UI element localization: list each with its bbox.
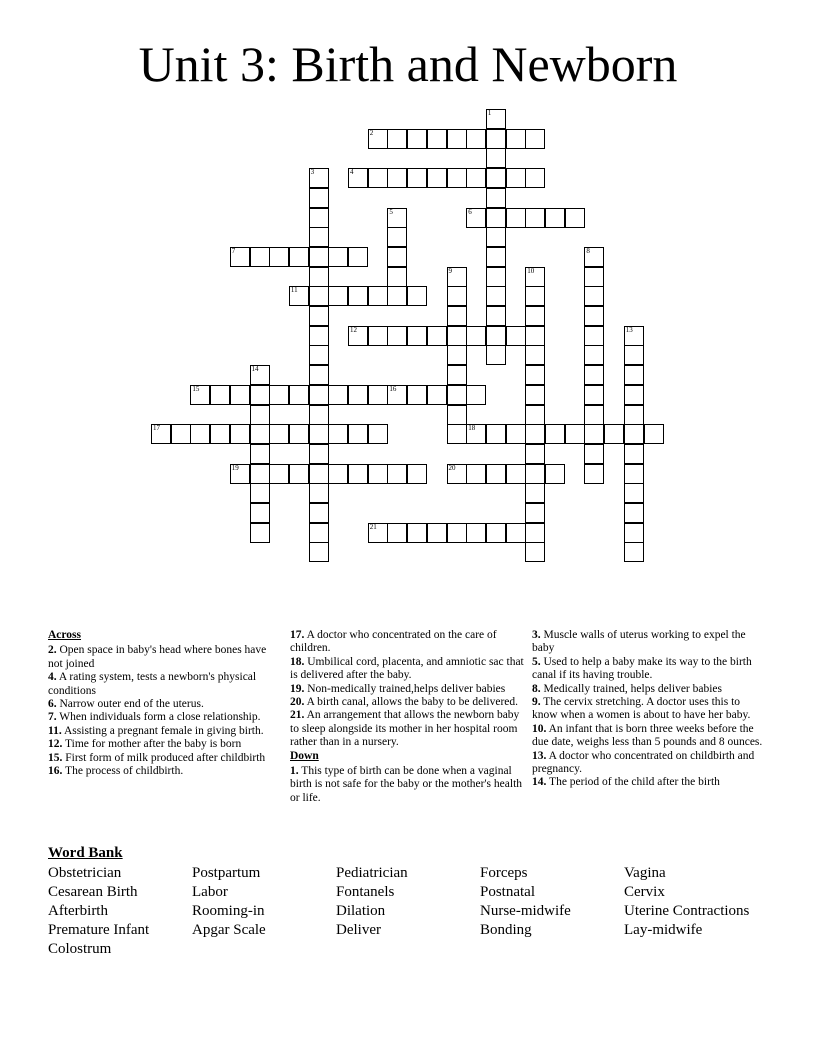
grid-cell[interactable] [525, 483, 545, 503]
clue-number: 11 [290, 286, 298, 295]
grid-cell[interactable] [506, 464, 526, 484]
grid-cell[interactable] [328, 286, 348, 306]
grid-cell[interactable] [584, 424, 604, 444]
grid-cell[interactable] [368, 424, 388, 444]
across-clue: 20. A birth canal, allows the baby to be delivered. [290, 696, 519, 709]
clue-number: 5 [389, 207, 393, 216]
grid-cell[interactable] [525, 306, 545, 326]
grid-cell[interactable] [486, 523, 506, 543]
grid-cell[interactable] [230, 464, 250, 484]
grid-cell[interactable] [387, 208, 407, 228]
word-bank-word: Cervix [624, 884, 665, 900]
grid-cell[interactable] [190, 385, 210, 405]
grid-cell[interactable] [348, 326, 368, 346]
clues-column-2 [290, 629, 526, 805]
grid-cell[interactable] [250, 483, 270, 503]
grid-cell[interactable] [584, 247, 604, 267]
grid-cell[interactable] [230, 247, 250, 267]
grid-cell[interactable] [309, 542, 329, 562]
across-clue: 15. First form of milk produced after childbirth [48, 751, 266, 764]
grid-cell[interactable] [624, 385, 644, 405]
grid-cell[interactable] [309, 424, 329, 444]
grid-cell[interactable] [584, 464, 604, 484]
word-bank-word: Forceps [480, 865, 528, 881]
grid-cell[interactable] [466, 129, 486, 149]
clues-column-3 [532, 629, 768, 790]
clue-number: 17 [153, 424, 160, 433]
grid-cell[interactable] [624, 483, 644, 503]
grid-cell[interactable] [309, 267, 329, 287]
grid-cell[interactable] [250, 385, 270, 405]
grid-cell[interactable] [486, 148, 506, 168]
across-clue: 11. Assisting a pregnant female in giving birth. [48, 724, 264, 737]
clue-number: 19 [231, 463, 239, 472]
grid-cell[interactable] [486, 464, 506, 484]
clue-number: 20 [448, 463, 456, 472]
grid-cell[interactable] [525, 444, 545, 464]
down-clue: 10. An infant that is born three weeks before the due date, weighs less than 5 pounds and 8 ounces. [532, 722, 763, 749]
grid-cell[interactable] [525, 286, 545, 306]
grid-cell[interactable] [525, 129, 545, 149]
clue-number: 1 [487, 109, 492, 117]
grid-cell[interactable] [348, 424, 368, 444]
grid-cell[interactable] [387, 129, 407, 149]
grid-cell[interactable] [328, 424, 348, 444]
grid-cell[interactable] [506, 523, 526, 543]
grid-cell[interactable] [447, 464, 467, 484]
grid-cell[interactable] [466, 385, 486, 405]
grid-cell[interactable] [486, 168, 506, 188]
grid-cell[interactable] [525, 267, 545, 287]
down-clue: 14. The period of the child after the birth [532, 776, 720, 789]
grid-cell[interactable] [584, 365, 604, 385]
grid-cell[interactable] [447, 523, 467, 543]
word-bank-title: Word Bank [48, 845, 123, 861]
grid-cell[interactable] [309, 286, 329, 306]
grid-cell[interactable] [309, 523, 329, 543]
grid-cell[interactable] [584, 444, 604, 464]
clue-number: 6 [468, 207, 472, 216]
across-clue: 4. A rating system, tests a newborn's physical conditions [48, 671, 257, 697]
grid-cell[interactable] [387, 286, 407, 306]
grid-cell[interactable] [250, 503, 270, 523]
grid-cell[interactable] [250, 523, 270, 543]
grid-cell[interactable] [624, 464, 644, 484]
grid-cell[interactable] [368, 326, 388, 346]
grid-cell[interactable] [348, 464, 368, 484]
across-clue: 19. Non-medically trained,helps deliver babies [290, 682, 506, 695]
grid-cell[interactable] [427, 385, 447, 405]
across-clue: 21. An arrangement that allows the newborn baby to sleep alongside its mother in her hospital room rather than in a nursery. [290, 709, 520, 749]
down-clue: 5. Used to help a baby make its way to the birth canal if its having trouble. [532, 655, 752, 682]
grid-cell[interactable] [387, 326, 407, 346]
grid-cell[interactable] [466, 326, 486, 346]
grid-cell[interactable] [289, 424, 309, 444]
grid-cell[interactable] [604, 424, 624, 444]
grid-cell[interactable] [466, 208, 486, 228]
grid-cell[interactable] [230, 385, 250, 405]
word-bank-word: Apgar Scale [192, 922, 266, 938]
grid-cell[interactable] [644, 424, 664, 444]
grid-cell[interactable] [466, 168, 486, 188]
grid-cell[interactable] [525, 503, 545, 523]
grid-cell[interactable] [447, 168, 467, 188]
grid-cell[interactable] [289, 464, 309, 484]
clue-number: 2 [369, 128, 374, 137]
grid-cell[interactable] [486, 345, 506, 365]
grid-cell[interactable] [309, 444, 329, 464]
grid-cell[interactable] [250, 424, 270, 444]
word-bank-word: Postpartum [192, 865, 261, 881]
down-clue: 9. The cervix stretching. A doctor uses this to know when a women is about to have her baby. [532, 696, 751, 722]
grid-cell[interactable] [447, 385, 467, 405]
grid-cell[interactable] [584, 385, 604, 405]
grid-cell[interactable] [525, 464, 545, 484]
across-header: Across [48, 629, 82, 641]
grid-cell[interactable] [525, 345, 545, 365]
grid-cell[interactable] [171, 424, 191, 444]
across-clue: 17. A doctor who concentrated on the care of children. [290, 629, 497, 655]
grid-cell[interactable] [309, 483, 329, 503]
clue-number: 15 [192, 384, 200, 393]
grid-cell[interactable] [545, 464, 565, 484]
grid-cell[interactable] [328, 247, 348, 267]
grid-cell[interactable] [525, 542, 545, 562]
grid-cell[interactable] [525, 385, 545, 405]
grid-cell[interactable] [407, 129, 427, 149]
grid-cell[interactable] [309, 405, 329, 425]
grid-cell[interactable] [210, 424, 230, 444]
grid-cell[interactable] [447, 306, 467, 326]
grid-cell[interactable] [466, 424, 486, 444]
grid-cell[interactable] [486, 267, 506, 287]
grid-cell[interactable] [328, 385, 348, 405]
grid-cell[interactable] [309, 345, 329, 365]
word-bank-word: Nurse-midwife [480, 903, 571, 919]
grid-cell[interactable] [289, 385, 309, 405]
grid-cell[interactable] [447, 326, 467, 346]
across-clue: 12. Time for mother after the baby is born [48, 738, 242, 751]
down-clue: 1. This type of birth can be done when a vaginal birth is not safe for the baby or the mother's health or life. [290, 765, 523, 804]
grid-cell[interactable] [486, 306, 506, 326]
down-header: Down [290, 749, 319, 762]
grid-cell[interactable] [525, 326, 545, 346]
grid-cell[interactable] [309, 503, 329, 523]
word-bank-column [48, 864, 149, 959]
down-clue: 13. A doctor who concentrated on childbirth and pregnancy. [532, 749, 755, 776]
word-bank-word: Premature Infant [48, 922, 150, 938]
grid-cell[interactable] [407, 168, 427, 188]
grid-cell[interactable] [368, 385, 388, 405]
grid-cell[interactable] [486, 227, 506, 247]
grid-cell[interactable] [486, 424, 506, 444]
grid-cell[interactable] [565, 424, 585, 444]
grid-cell[interactable] [309, 247, 329, 267]
grid-cell[interactable] [525, 365, 545, 385]
grid-cell[interactable] [447, 345, 467, 365]
grid-cell[interactable] [309, 464, 329, 484]
grid-cell[interactable] [348, 168, 368, 188]
grid-cell[interactable] [624, 542, 644, 562]
word-bank-word: Deliver [336, 922, 381, 938]
clue-number: 12 [350, 325, 357, 334]
down-clue: 8. Medically trained, helps deliver babies [532, 682, 723, 695]
word-bank-word: Fontanels [336, 884, 395, 900]
clues-column-1 [48, 629, 280, 778]
grid-cell[interactable] [486, 208, 506, 228]
grid-cell[interactable] [387, 227, 407, 247]
grid-cell[interactable] [624, 365, 644, 385]
grid-cell[interactable] [387, 168, 407, 188]
grid-cell[interactable] [151, 424, 171, 444]
grid-cell[interactable] [190, 424, 210, 444]
clue-number: 9 [448, 266, 452, 275]
grid-cell[interactable] [427, 326, 447, 346]
grid-cell[interactable] [447, 267, 467, 287]
grid-cell[interactable] [545, 424, 565, 444]
grid-cell[interactable] [309, 227, 329, 247]
grid-cell[interactable] [584, 267, 604, 287]
word-bank-word: Vagina [624, 865, 666, 881]
clue-number: 21 [369, 522, 377, 531]
grid-cell[interactable] [289, 247, 309, 267]
word-bank-word: Rooming-in [192, 903, 265, 919]
grid-cell[interactable] [624, 424, 644, 444]
grid-cell[interactable] [309, 208, 329, 228]
grid-cell[interactable] [525, 208, 545, 228]
word-bank-word: Postnatal [480, 884, 535, 900]
grid-cell[interactable] [486, 188, 506, 208]
grid-cell[interactable] [250, 365, 270, 385]
grid-cell[interactable] [466, 464, 486, 484]
word-bank-word: Cesarean Birth [48, 884, 138, 900]
grid-cell[interactable] [486, 129, 506, 149]
grid-cell[interactable] [309, 365, 329, 385]
grid-cell[interactable] [584, 286, 604, 306]
grid-cell[interactable] [427, 168, 447, 188]
grid-cell[interactable] [368, 523, 388, 543]
grid-cell[interactable] [427, 129, 447, 149]
grid-cell[interactable] [210, 385, 230, 405]
grid-cell[interactable] [525, 424, 545, 444]
grid-cell[interactable] [427, 523, 447, 543]
clue-number: 8 [586, 246, 590, 255]
grid-cell[interactable] [486, 247, 506, 267]
grid-cell[interactable] [447, 405, 467, 425]
word-bank-word: Afterbirth [48, 903, 108, 919]
word-bank-column [336, 864, 408, 940]
grid-cell[interactable] [407, 385, 427, 405]
grid-cell[interactable] [328, 464, 348, 484]
grid-cell[interactable] [348, 247, 368, 267]
clue-number: 7 [231, 246, 236, 255]
grid-cell[interactable] [584, 405, 604, 425]
grid-cell[interactable] [407, 523, 427, 543]
grid-cell[interactable] [447, 365, 467, 385]
across-clue: 6. Narrow outer end of the uterus. [48, 698, 204, 711]
across-clue: 2. Open space in baby's head where bones have not joined [48, 644, 267, 670]
grid-cell[interactable] [368, 464, 388, 484]
grid-cell[interactable] [486, 109, 506, 129]
grid-cell[interactable] [584, 345, 604, 365]
grid-cell[interactable] [584, 326, 604, 346]
grid-cell[interactable] [624, 523, 644, 543]
word-bank-column [192, 864, 266, 940]
clue-number: 14 [251, 365, 259, 374]
word-bank-word: Obstetrician [48, 865, 122, 881]
grid-cell[interactable] [309, 326, 329, 346]
grid-cell[interactable] [348, 385, 368, 405]
grid-cell[interactable] [624, 345, 644, 365]
grid-cell[interactable] [525, 523, 545, 543]
grid-cell[interactable] [309, 306, 329, 326]
grid-cell[interactable] [250, 464, 270, 484]
grid-cell[interactable] [348, 286, 368, 306]
grid-cell[interactable] [250, 444, 270, 464]
grid-cell[interactable] [387, 247, 407, 267]
clue-number: 16 [389, 384, 397, 393]
grid-cell[interactable] [269, 424, 289, 444]
across-clue: 7. When individuals form a close relationship. [48, 711, 261, 724]
grid-cell[interactable] [368, 129, 388, 149]
grid-cell[interactable] [309, 188, 329, 208]
grid-cell[interactable] [545, 208, 565, 228]
grid-cell[interactable] [387, 523, 407, 543]
word-bank-word: Bonding [480, 922, 532, 938]
clue-number: 10 [527, 266, 535, 275]
grid-cell[interactable] [269, 385, 289, 405]
word-bank-word: Labor [192, 884, 228, 900]
word-bank-column [480, 864, 571, 940]
grid-cell[interactable] [269, 464, 289, 484]
grid-cell[interactable] [368, 168, 388, 188]
grid-cell[interactable] [289, 286, 309, 306]
grid-cell[interactable] [407, 464, 427, 484]
grid-cell[interactable] [565, 208, 585, 228]
grid-cell[interactable] [466, 523, 486, 543]
grid-cell[interactable] [447, 129, 467, 149]
clue-number: 13 [625, 325, 633, 334]
grid-cell[interactable] [407, 286, 427, 306]
word-bank-word: Uterine Contractions [624, 903, 750, 919]
grid-cell[interactable] [624, 326, 644, 346]
grid-cell[interactable] [309, 168, 329, 188]
word-bank-column [624, 864, 749, 940]
grid-cell[interactable] [447, 424, 467, 444]
word-bank-word: Colostrum [48, 941, 112, 957]
grid-cell[interactable] [506, 168, 526, 188]
grid-cell[interactable] [250, 405, 270, 425]
grid-cell[interactable] [447, 286, 467, 306]
grid-cell[interactable] [506, 208, 526, 228]
puzzle-title: Unit 3: Birth and Newborn [138, 36, 678, 92]
grid-cell[interactable] [486, 326, 506, 346]
grid-cell[interactable] [506, 424, 526, 444]
across-clue: 16. The process of childbirth. [48, 765, 184, 778]
grid-cell[interactable] [250, 247, 270, 267]
grid-cell[interactable] [387, 267, 407, 287]
word-bank-word: Pediatrician [336, 865, 408, 881]
grid-cell[interactable] [584, 306, 604, 326]
across-clue: 18. Umbilical cord, placenta, and amniotic sac that is delivered after the baby. [290, 655, 524, 682]
grid-cell[interactable] [525, 168, 545, 188]
clue-number: 3 [310, 168, 315, 177]
grid-cell[interactable] [624, 444, 644, 464]
grid-cell[interactable] [387, 385, 407, 405]
grid-cell[interactable] [486, 286, 506, 306]
down-clue: 3. Muscle walls of uterus working to expel the baby [532, 629, 746, 655]
word-bank-word: Dilation [336, 903, 386, 919]
clue-number: 18 [468, 424, 476, 433]
grid-cell[interactable] [506, 129, 526, 149]
grid-cell[interactable] [525, 405, 545, 425]
grid-cell[interactable] [387, 464, 407, 484]
grid-cell[interactable] [309, 385, 329, 405]
grid-cell[interactable] [368, 286, 388, 306]
grid-cell[interactable] [230, 424, 250, 444]
grid-cell[interactable] [624, 503, 644, 523]
clue-number: 4 [350, 168, 354, 177]
grid-cell[interactable] [269, 247, 289, 267]
grid-cell[interactable] [506, 326, 526, 346]
grid-cell[interactable] [624, 405, 644, 425]
grid-cell[interactable] [407, 326, 427, 346]
word-bank-word: Lay-midwife [624, 922, 703, 938]
